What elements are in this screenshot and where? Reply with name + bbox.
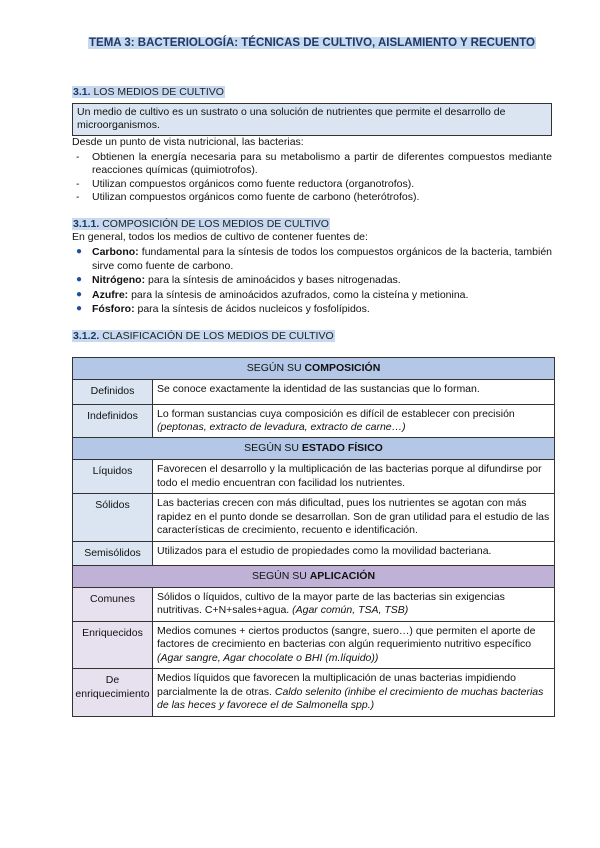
list-item: ● Azufre: para la síntesis de aminoácidos azufrados, como la cisteína y metionina. — [76, 288, 469, 301]
table-row — [73, 588, 555, 622]
table-row — [73, 621, 555, 668]
definition-box: Un medio de cultivo es un sustrato o una solución de nutrientes que permite el desarrollo de microorganismos. — [72, 103, 552, 136]
section-3-1-2-heading: 3.1.2. CLASIFICACIÓN DE LOS MEDIOS DE CULTIVO — [73, 329, 334, 342]
table-section-row — [73, 438, 555, 460]
bullet-icon: ● — [76, 274, 83, 286]
table-row — [73, 541, 555, 565]
list-item: - Utilizan compuestos orgánicos como fuente de carbono (heterótrofos). — [72, 191, 552, 204]
list-item: ● Carbono: fundamental para la síntesis de todos los compuestos orgánicos de la bacteria, también sirve como fuente de carbono. — [76, 246, 552, 272]
row-description: Sólidos o líquidos, cultivo de la mayor parte de las bacterias sin exigencias nutritivas. C+N+sales+agua. (Agar común, TSA, TSB) — [153, 588, 555, 622]
composition-list — [72, 246, 552, 316]
nutrition-intro: Desde un punto de vista nutricional, las bacterias: — [72, 136, 304, 149]
document-page — [72, 36, 552, 717]
bullet-icon: ● — [76, 288, 83, 300]
row-description: Lo forman sustancias cuya composición es difícil de establecer con precisión (peptonas, extracto de levadura, extracto de carne…) — [153, 404, 555, 438]
row-description: Medios comunes + ciertos productos (sangre, suero…) que permiten el aporte de factores de crecimiento en bacterias con algún requerimiento nutritivo específico (Agar sangre, Agar chocolate o BHI (m.líquido)) — [153, 621, 555, 668]
list-item: - Utilizan compuestos orgánicos como fuente reductora (organotrofos). — [72, 178, 552, 191]
section-header-composicion: SEGÚN SU COMPOSICIÓN — [73, 358, 555, 380]
table-row — [73, 669, 555, 716]
section-3-1-heading: 3.1. LOS MEDIOS DE CULTIVO — [73, 85, 224, 98]
row-key: Sólidos — [73, 494, 153, 541]
list-item: ● Nitrógeno: para la síntesis de aminoácidos y bases nitrogenadas. — [76, 274, 401, 287]
bullet-icon: ● — [76, 303, 83, 315]
bullet-icon: ● — [76, 246, 83, 258]
list-item: ● Fósforo: para la síntesis de ácidos nucleicos y fosfolípidos. — [76, 303, 370, 316]
composition-intro: En general, todos los medios de cultivo de contener fuentes de: — [72, 231, 368, 244]
row-key: Semisólidos — [73, 541, 153, 565]
row-description: Se conoce exactamente la identidad de las sustancias que lo forman. — [153, 380, 555, 404]
list-item: - Obtienen la energía necesaria para su metabolismo a partir de diferentes compuestos mediante reacciones químicas (quimiotrofos). — [72, 151, 552, 178]
row-description: Favorecen el desarrollo y la multiplicación de las bacterias porque al difundirse por todo el medio encuentran con facilidad los nutrientes. — [153, 460, 555, 494]
table-row — [73, 404, 555, 438]
nutrition-list — [72, 151, 552, 205]
row-key: Definidos — [73, 380, 153, 404]
row-key: Enriquecidos — [73, 621, 153, 668]
row-key: Comunes — [73, 588, 153, 622]
section-header-aplicacion: SEGÚN SU APLICACIÓN — [73, 566, 555, 588]
section-3-1-1-heading: 3.1.1. COMPOSICIÓN DE LOS MEDIOS DE CULTIVO — [73, 217, 329, 230]
row-key: Indefinidos — [73, 404, 153, 438]
row-key: Líquidos — [73, 460, 153, 494]
table-row — [73, 380, 555, 404]
section-header-estado: SEGÚN SU ESTADO FÍSICO — [73, 438, 555, 460]
table-row — [73, 494, 555, 541]
table-section-row — [73, 566, 555, 588]
row-key: De enriquecimiento — [73, 669, 153, 716]
document-title: TEMA 3: BACTERIOLOGÍA: TÉCNICAS DE CULTIVO, AISLAMIENTO Y RECUENTO — [89, 37, 535, 49]
table-section-row — [73, 358, 555, 380]
table-row — [73, 460, 555, 494]
row-description: Utilizados para el estudio de propiedades como la movilidad bacteriana. — [153, 541, 555, 565]
classification-table — [72, 357, 555, 716]
row-description: Las bacterias crecen con más dificultad, pues los nutrientes se agotan con más rapidez en el punto donde se desarrollan. Son de gran utilidad para el estudio de las características de crecimiento, recuento e identificación. — [153, 494, 555, 541]
row-description: Medios líquidos que favorecen la multiplicación de unas bacterias impidiendo parcialmente la de otras. Caldo selenito (inhibe el crecimiento de muchas bacterias de las heces y favorece el de Salmonella spp.) — [153, 669, 555, 716]
